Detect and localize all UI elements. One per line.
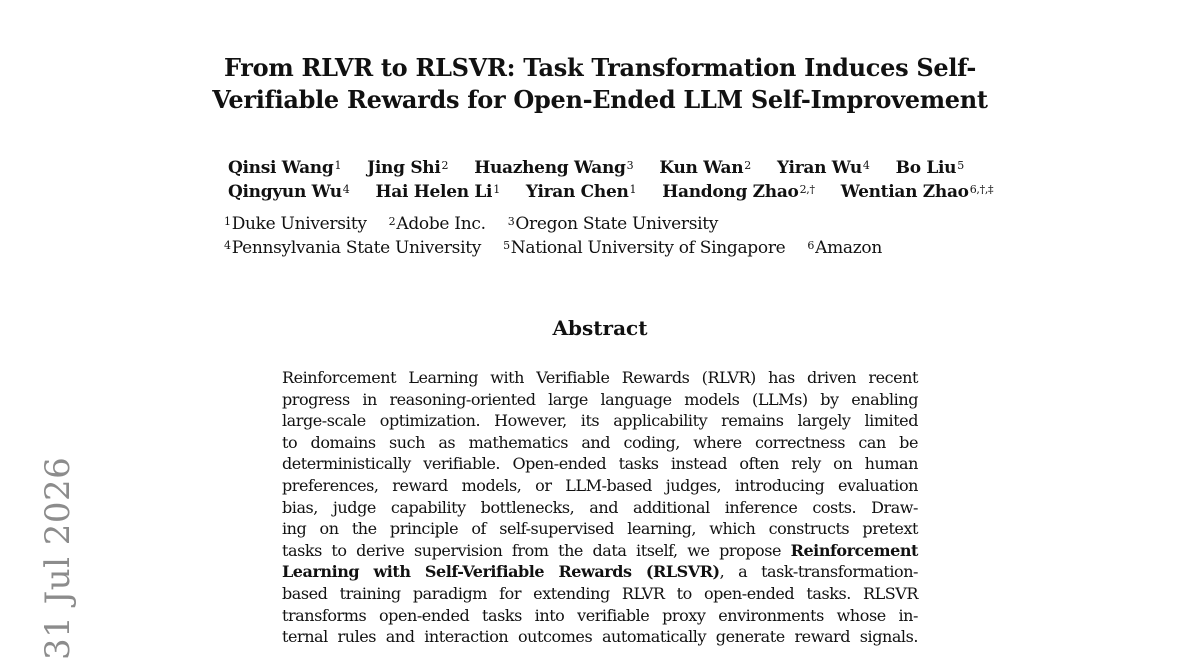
affiliation	[224, 236, 481, 260]
affiliation-mark: 5	[957, 159, 964, 172]
author-name-text: Wentian Zhao	[840, 182, 969, 202]
author-row-2	[228, 180, 1028, 204]
abstract-text: , a task-transformation-	[719, 562, 919, 582]
affiliation-name: Adobe Inc.	[396, 214, 486, 234]
affiliation	[224, 212, 367, 236]
affiliation-row-1	[224, 212, 1024, 236]
affiliation-mark: 5	[503, 239, 510, 252]
abstract-line	[282, 583, 918, 605]
abstract-text: large-scale optimization. However, its applicability remains largely limited	[282, 411, 918, 431]
abstract-bold-text: Reinforcement	[790, 540, 918, 560]
abstract-text: tasks to derive supervision from the data itself, we propose	[282, 540, 791, 560]
affiliation-name: Duke University	[231, 214, 367, 234]
affiliation-mark: 1	[224, 215, 231, 228]
affiliation-name: Pennsylvania State University	[231, 238, 482, 258]
author-name-text: Handong Zhao	[662, 182, 799, 202]
author-name	[662, 180, 814, 204]
affiliation-mark: 2	[441, 159, 449, 172]
abstract-line	[282, 561, 918, 583]
affiliation-mark: 3	[626, 159, 634, 172]
paper-title	[150, 52, 1050, 116]
title-line-1: From RLVR to RLSVR: Task Transformation Induces Self-	[223, 53, 977, 82]
author-name	[777, 156, 870, 180]
affiliation-mark: 2	[388, 215, 396, 228]
affiliation-mark: 2,†	[799, 183, 815, 196]
author-name	[376, 180, 500, 204]
author-name	[526, 180, 636, 204]
affiliation-row-2	[224, 236, 1024, 260]
abstract-text: bias, judge capability bottlenecks, and additional inference costs. Draw-	[282, 497, 918, 517]
affiliation-name: Amazon	[815, 238, 882, 258]
author-name-text: Yiran Chen	[525, 182, 629, 202]
affiliation-mark: 2	[744, 159, 751, 172]
affiliation-mark: 1	[493, 183, 500, 196]
author-name	[228, 180, 350, 204]
author-name	[841, 180, 994, 204]
affiliation	[389, 212, 486, 236]
affiliation-mark: 1	[334, 159, 342, 172]
abstract-line	[282, 453, 918, 475]
affiliation-mark: 4	[862, 159, 870, 172]
affiliation-mark: 3	[507, 215, 515, 228]
author-name	[367, 156, 448, 180]
author-name-text: Huazheng Wang	[474, 158, 626, 178]
abstract-line	[282, 605, 918, 627]
abstract-line	[282, 518, 918, 540]
author-name-text: Qingyun Wu	[228, 182, 342, 202]
author-name	[474, 156, 633, 180]
affiliation	[508, 212, 718, 236]
affiliation-mark: 4	[342, 183, 350, 196]
author-row-1	[228, 156, 1028, 180]
abstract-text: Reinforcement Learning with Verifiable Rewards (RLVR) has driven recent	[282, 368, 918, 387]
affiliation	[807, 236, 882, 260]
affiliation-name: National University of Singapore	[510, 238, 786, 258]
abstract-bold-text: Learning with Self-Verifiable Rewards (RLSVR)	[282, 562, 720, 582]
abstract-line	[282, 626, 918, 648]
affiliation-mark: 6	[807, 239, 815, 252]
author-name	[896, 156, 964, 180]
abstract-text: ing on the principle of self-supervised learning, which constructs pretext	[282, 519, 918, 539]
affiliation-name: Oregon State University	[515, 214, 719, 234]
abstract-heading: Abstract	[552, 316, 648, 340]
arxiv-date-stamp: 31 Jul 2026	[38, 456, 78, 660]
author-name	[659, 156, 751, 180]
abstract-text: ternal rules and interaction outcomes automatically generate reward signals.	[282, 627, 918, 647]
affiliation-mark: 1	[629, 183, 637, 196]
author-name-text: Hai Helen Li	[375, 182, 493, 202]
abstract-line	[282, 475, 918, 497]
abstract-line	[282, 540, 918, 562]
abstract-text: progress in reasoning-oriented large language models (LLMs) by enabling	[282, 389, 918, 409]
abstract-text: transforms open-ended tasks into verifiable proxy environments whose in-	[282, 605, 918, 625]
abstract-line	[282, 389, 918, 411]
author-name-text: Bo Liu	[895, 158, 957, 178]
affiliation-mark: 4	[224, 239, 231, 252]
author-name-text: Qinsi Wang	[228, 158, 334, 178]
author-name	[228, 156, 341, 180]
abstract-text: based training paradigm for extending RLVR to open-ended tasks. RLSVR	[282, 583, 918, 603]
title-line-2: Verifiable Rewards for Open-Ended LLM Self-Improvement	[212, 85, 988, 114]
abstract-text: preferences, reward models, or LLM-based judges, introducing evaluation	[282, 475, 918, 495]
author-list	[228, 156, 1028, 204]
affiliation-list	[224, 212, 1024, 260]
abstract-line	[282, 367, 918, 389]
abstract-text: to domains such as mathematics and coding, where correctness can be	[282, 432, 918, 452]
author-name-text: Kun Wan	[659, 158, 744, 178]
abstract-text: deterministically verifiable. Open-ended tasks instead often rely on human	[282, 454, 918, 474]
affiliation	[503, 236, 785, 260]
abstract-line	[282, 497, 918, 519]
abstract-line	[282, 432, 918, 454]
abstract-line	[282, 410, 918, 432]
author-name-text: Jing Shi	[367, 158, 441, 178]
abstract-body	[282, 367, 918, 648]
author-name-text: Yiran Wu	[777, 158, 862, 178]
affiliation-mark: 6,†,‡	[969, 183, 994, 196]
